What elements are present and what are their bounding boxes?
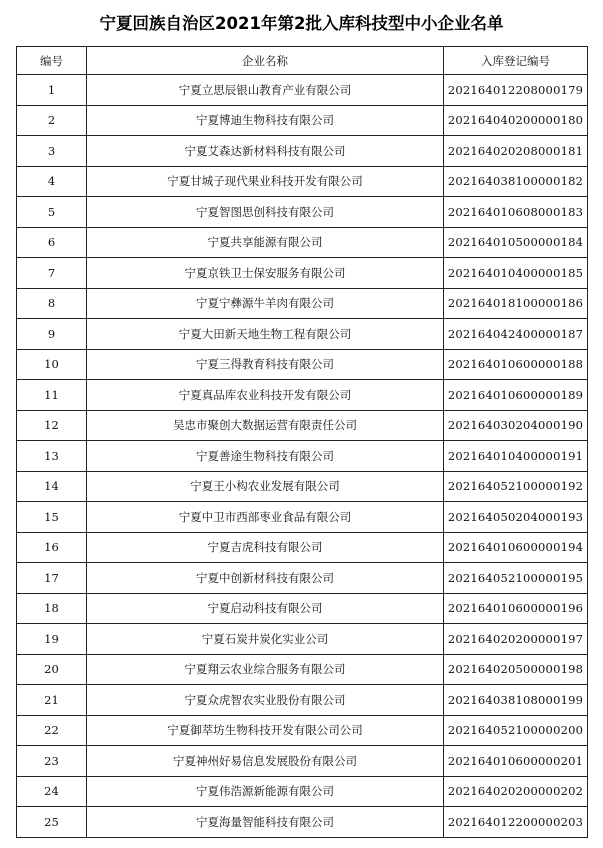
registration-code: 202164018100000186 [444,288,588,319]
registration-code: 202164020200000197 [444,624,588,655]
company-name: 宁夏智图思创科技有限公司 [87,197,444,228]
row-number: 1 [17,75,87,106]
table-row [17,807,588,838]
registration-code: 202164052100000192 [444,471,588,502]
enterprise-table [16,46,588,838]
table-row [17,532,588,563]
row-number: 6 [17,227,87,258]
table-row [17,166,588,197]
company-name: 宁夏众虎智农实业股份有限公司 [87,685,444,716]
registration-code: 202164010600000201 [444,746,588,777]
company-name: 宁夏王小构农业发展有限公司 [87,471,444,502]
row-number: 4 [17,166,87,197]
header-company-name: 企业名称 [87,47,444,75]
registration-code: 202164052100000200 [444,715,588,746]
company-name: 宁夏中卫市西部枣业食品有限公司 [87,502,444,533]
row-number: 16 [17,532,87,563]
table-row [17,746,588,777]
registration-code: 202164010600000189 [444,380,588,411]
registration-code: 202164010600000194 [444,532,588,563]
company-name: 宁夏启动科技有限公司 [87,593,444,624]
registration-code: 202164050204000193 [444,502,588,533]
row-number: 8 [17,288,87,319]
company-name: 宁夏博迪生物科技有限公司 [87,105,444,136]
table-row [17,563,588,594]
table-header-row [17,47,588,75]
company-name: 宁夏三得教育科技有限公司 [87,349,444,380]
company-name: 宁夏中创新材科技有限公司 [87,563,444,594]
table-row [17,258,588,289]
table-row [17,319,588,350]
row-number: 23 [17,746,87,777]
registration-code: 202164020208000181 [444,136,588,167]
table-row [17,105,588,136]
table-row [17,471,588,502]
row-number: 12 [17,410,87,441]
table-row [17,410,588,441]
registration-code: 202164010608000183 [444,197,588,228]
registration-code: 202164040200000180 [444,105,588,136]
table-row [17,349,588,380]
row-number: 17 [17,563,87,594]
registration-code: 202164010500000184 [444,227,588,258]
registration-code: 202164010400000191 [444,441,588,472]
row-number: 3 [17,136,87,167]
row-number: 7 [17,258,87,289]
row-number: 15 [17,502,87,533]
row-number: 21 [17,685,87,716]
table-row [17,654,588,685]
company-name: 宁夏立思辰银山教育产业有限公司 [87,75,444,106]
table-row [17,197,588,228]
registration-code: 202164010600000188 [444,349,588,380]
company-name: 宁夏石炭井炭化实业公司 [87,624,444,655]
row-number: 19 [17,624,87,655]
registration-code: 202164042400000187 [444,319,588,350]
company-name: 宁夏伟浩源新能源有限公司 [87,776,444,807]
registration-code: 202164012200000203 [444,807,588,838]
row-number: 22 [17,715,87,746]
table-row [17,715,588,746]
table-row [17,227,588,258]
company-name: 宁夏真品库农业科技开发有限公司 [87,380,444,411]
table-body [17,75,588,838]
header-registration-code: 入库登记编号 [444,47,588,75]
page-title: 宁夏回族自治区2021年第2批入库科技型中小企业名单 [99,14,504,33]
company-name: 宁夏神州好易信息发展股份有限公司 [87,746,444,777]
row-number: 14 [17,471,87,502]
registration-code: 202164052100000195 [444,563,588,594]
company-name: 宁夏甘城子现代果业科技开发有限公司 [87,166,444,197]
company-name: 宁夏吉虎科技有限公司 [87,532,444,563]
company-name: 宁夏艾森达新材料科技有限公司 [87,136,444,167]
table-row [17,380,588,411]
company-name: 宁夏共享能源有限公司 [87,227,444,258]
row-number: 24 [17,776,87,807]
registration-code: 202164010600000196 [444,593,588,624]
table-row [17,441,588,472]
table-row [17,776,588,807]
registration-code: 202164038108000199 [444,685,588,716]
registration-code: 202164030204000190 [444,410,588,441]
registration-code: 202164020200000202 [444,776,588,807]
table-row [17,288,588,319]
company-name: 宁夏御萃坊生物科技开发有限公司公司 [87,715,444,746]
row-number: 20 [17,654,87,685]
table-row [17,685,588,716]
table-row [17,624,588,655]
company-name: 宁夏翔云农业综合服务有限公司 [87,654,444,685]
row-number: 25 [17,807,87,838]
registration-code: 202164020500000198 [444,654,588,685]
registration-code: 202164012208000179 [444,75,588,106]
company-name: 宁夏善途生物科技有限公司 [87,441,444,472]
header-number: 编号 [17,47,87,75]
row-number: 11 [17,380,87,411]
company-name: 宁夏宁彝源牛羊肉有限公司 [87,288,444,319]
table-row [17,593,588,624]
company-name: 吴忠市聚创大数据运营有限责任公司 [87,410,444,441]
registration-code: 202164010400000185 [444,258,588,289]
row-number: 18 [17,593,87,624]
table-row [17,136,588,167]
company-name: 宁夏大田新天地生物工程有限公司 [87,319,444,350]
row-number: 2 [17,105,87,136]
company-name: 宁夏海量智能科技有限公司 [87,807,444,838]
row-number: 10 [17,349,87,380]
row-number: 9 [17,319,87,350]
table-row [17,502,588,533]
table-row [17,75,588,106]
registration-code: 202164038100000182 [444,166,588,197]
row-number: 5 [17,197,87,228]
company-name: 宁夏京铁卫士保安服务有限公司 [87,258,444,289]
row-number: 13 [17,441,87,472]
